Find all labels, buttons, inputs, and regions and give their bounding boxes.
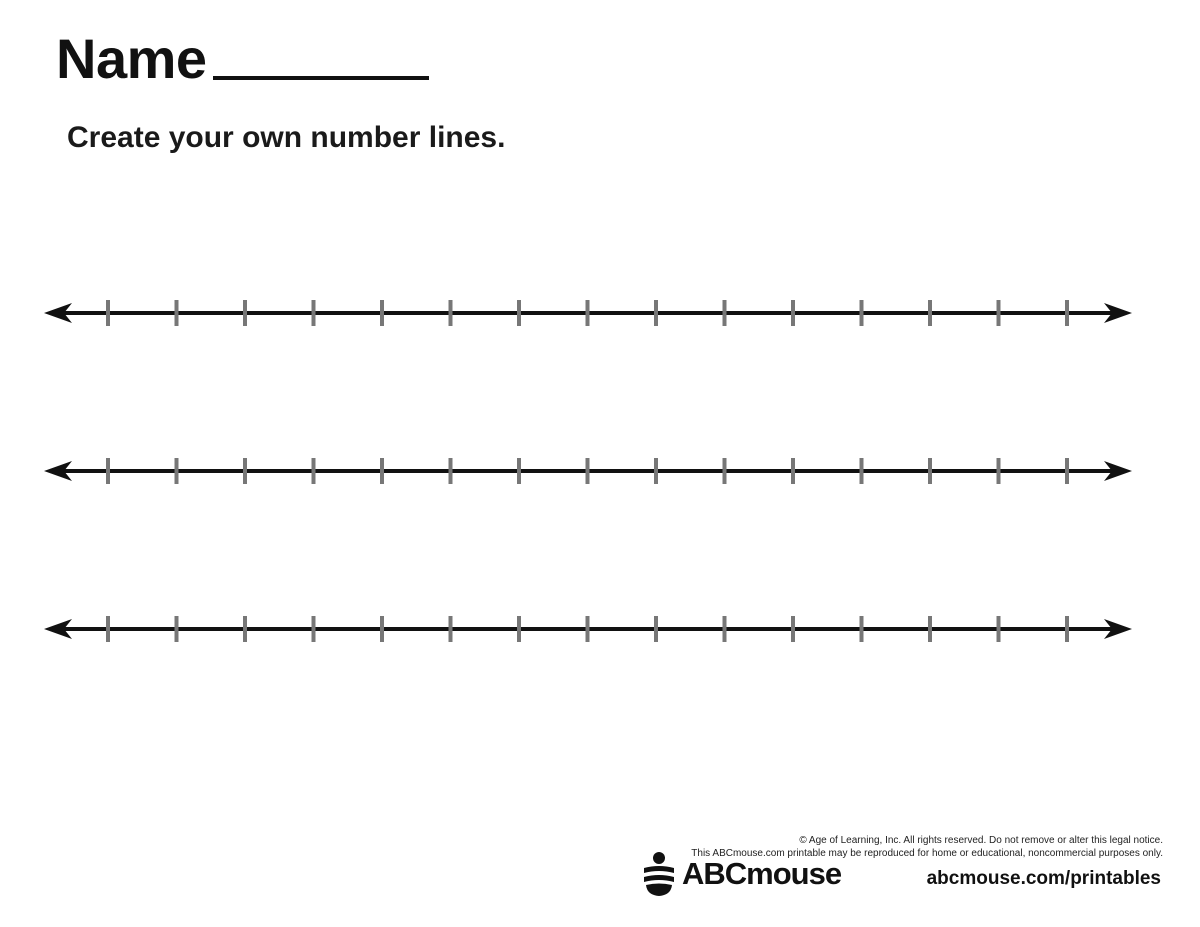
legal-line-1: © Age of Learning, Inc. All rights reserved. Do not remove or alter this legal notice. <box>799 835 1163 846</box>
abcmouse-logo <box>642 851 841 897</box>
name-field <box>56 28 429 90</box>
number-line-1 <box>40 293 1136 333</box>
number-line-2 <box>40 451 1136 491</box>
mouse-logo-icon <box>642 851 676 897</box>
legal-line-2: This ABCmouse.com printable may be reproduced for home or educational, noncommercial purposes only. <box>691 848 1163 859</box>
instructions: Create your own number lines. <box>67 121 506 154</box>
logo-text: ABCmouse <box>682 856 842 891</box>
number-line-3 <box>40 609 1136 649</box>
name-label: Name <box>56 27 207 90</box>
site-url: abcmouse.com/printables <box>926 868 1161 889</box>
name-blank-line <box>213 76 429 80</box>
